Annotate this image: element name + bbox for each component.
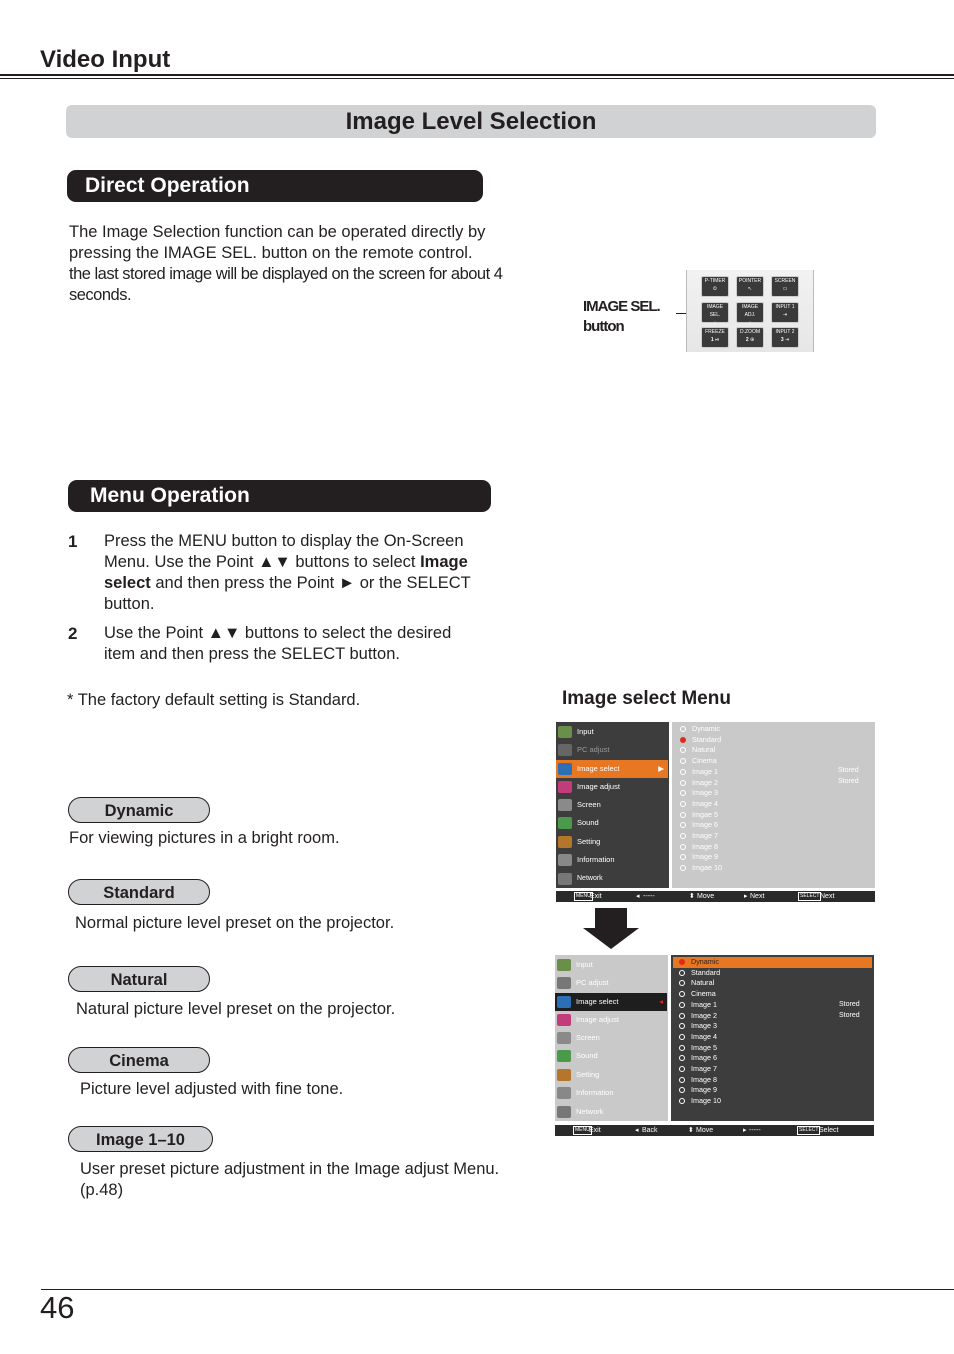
left-arrow-icon: ◂ xyxy=(636,893,640,900)
screen-icon xyxy=(558,799,572,811)
osd1-option: Image 1 xyxy=(680,767,718,778)
osd2-item-image-select: Image select ◂ xyxy=(555,993,667,1011)
remote-button-image-sel: IMAGE SEL. ∴ xyxy=(701,302,729,323)
osd1-option: Dynamic xyxy=(680,724,720,735)
image-select-icon xyxy=(558,763,572,775)
network-icon xyxy=(558,873,572,885)
osd1-option: Image 2 xyxy=(680,778,718,789)
osd1-item-screen: Screen xyxy=(556,796,668,814)
remote-button-image-adj: IMAGE ADJ. ∴ xyxy=(736,302,764,323)
osd2-option: Image 4 xyxy=(679,1032,717,1043)
osd2-item-pc-adjust: PC adjust xyxy=(555,974,667,992)
direct-text-line2: the last stored image will be displayed on the screen for about 4 seconds. xyxy=(69,265,503,304)
option-desc-dynamic: For viewing pictures in a bright room. xyxy=(69,829,340,847)
updown-arrow-icon: ⬍ xyxy=(688,1127,694,1134)
setting-icon xyxy=(557,1069,571,1081)
osd2-stored-label: Stored xyxy=(839,1001,860,1008)
remote-button-screen: SCREEN ▭ xyxy=(771,276,799,297)
sound-icon xyxy=(557,1050,571,1062)
updown-arrow-icon: ⬍ xyxy=(689,893,695,900)
factory-default-note: * The factory default setting is Standard. xyxy=(67,691,361,709)
osd1-item-image-adjust: Image adjust xyxy=(556,778,668,796)
input-icon xyxy=(557,959,571,971)
direct-operation-text xyxy=(69,222,509,306)
osd1-item-setting: Setting xyxy=(556,833,668,851)
remote-button-dzoom: D.ZOOM 2 ⊕ xyxy=(736,327,764,348)
page-number: 46 xyxy=(40,1290,75,1325)
osd2-option: Image 6 xyxy=(679,1053,717,1064)
submenu-arrow-icon: ◂ xyxy=(659,997,663,1006)
osd2-item-network: Network xyxy=(555,1103,667,1121)
option-desc-image-1-10: User preset picture adjustment in the Image adjust Menu. (p.48) xyxy=(80,1160,500,1199)
direct-text-line1: The Image Selection function can be operated directly by pressing the IMAGE SEL. button on the remote control. xyxy=(69,223,486,262)
osd2-option: Image 9 xyxy=(679,1085,717,1096)
osd1-option: Imgae 5 xyxy=(680,810,718,821)
osd2-option: Natural xyxy=(679,978,714,989)
option-label-natural: Natural xyxy=(68,966,210,992)
sound-icon xyxy=(558,817,572,829)
left-arrow-icon: ◂ xyxy=(635,1127,639,1134)
remote-button-freeze: FREEZE 1 ⏯ xyxy=(701,327,729,348)
topic-title: Image Level Selection xyxy=(66,105,876,138)
image-select-menu-heading: Image select Menu xyxy=(562,688,731,709)
osd1-option: Image 4 xyxy=(680,799,718,810)
osd1-option: Image 6 xyxy=(680,820,718,831)
information-icon xyxy=(558,854,572,866)
option-label-image-1-10: Image 1–10 xyxy=(68,1126,213,1152)
screen-icon xyxy=(557,1032,571,1044)
option-desc-natural: Natural picture level preset on the projector. xyxy=(76,1000,396,1018)
osd-menu2-left-panel xyxy=(555,955,668,1121)
osd-menu2-statusbar: MENU Exit ◂ Back ⬍ Move ▸ ----- SELECT Select xyxy=(555,1125,874,1136)
osd1-stored-label: Stored xyxy=(838,767,859,774)
osd1-option: Natural xyxy=(680,745,715,756)
setting-icon xyxy=(558,836,572,848)
right-arrow-icon: ▸ xyxy=(743,1127,747,1134)
submenu-arrow-icon: ▶ xyxy=(658,764,664,773)
option-desc-standard: Normal picture level preset on the projector. xyxy=(75,914,395,932)
remote-control-image xyxy=(686,270,814,352)
osd1-item-network: Network xyxy=(556,870,668,888)
remote-button-input1: INPUT 1 ⇥ xyxy=(771,302,799,323)
option-label-cinema: Cinema xyxy=(68,1047,210,1073)
osd1-option: Image 8 xyxy=(680,842,718,853)
osd1-item-image-select: Image select ▶ xyxy=(556,760,668,778)
header-rule xyxy=(0,74,954,76)
osd2-option: Standard xyxy=(679,968,720,979)
step-2-number: 2 xyxy=(68,624,78,643)
osd2-item-sound: Sound xyxy=(555,1047,667,1065)
osd2-option: Dynamic xyxy=(679,957,719,968)
osd2-option: Image 7 xyxy=(679,1064,717,1075)
osd1-item-information: Information xyxy=(556,851,668,869)
osd2-item-image-adjust: Image adjust xyxy=(555,1011,667,1029)
osd2-option: Cinema xyxy=(679,989,716,1000)
image-adjust-icon xyxy=(557,1014,571,1026)
osd2-item-screen: Screen xyxy=(555,1029,667,1047)
osd1-option: Image 9 xyxy=(680,852,718,863)
right-arrow-icon: ▸ xyxy=(744,893,748,900)
osd-menu1-left-panel xyxy=(556,722,669,888)
menu-operation-heading: Menu Operation xyxy=(68,480,491,512)
osd2-stored-label: Stored xyxy=(839,1012,860,1019)
network-icon xyxy=(557,1106,571,1118)
osd-menu1-right-panel xyxy=(672,722,875,888)
step-1-text: Press the MENU button to display the On-Screen Menu. Use the Point ▲▼ buttons to select Image select and then press the Point ► or the SELECT button. xyxy=(104,532,471,613)
option-desc-cinema: Picture level adjusted with fine tone. xyxy=(80,1080,344,1098)
osd1-option: Imgae 10 xyxy=(680,863,722,874)
osd2-item-setting: Setting xyxy=(555,1066,667,1084)
osd1-option: Image 3 xyxy=(680,788,718,799)
remote-button-pointer: POINTER ↖ xyxy=(736,276,764,297)
osd-menu1-statusbar: MENU Exit ◂ ----- ⬍ Move ▸ Next SELECT Next xyxy=(556,891,875,902)
osd2-option: Image 10 xyxy=(679,1096,721,1107)
osd2-option: Image 1 xyxy=(679,1000,717,1011)
transition-arrow-icon xyxy=(582,908,640,950)
osd1-item-pc-adjust: PC adjust xyxy=(556,741,668,759)
osd2-option: Image 3 xyxy=(679,1021,717,1032)
osd1-option: Image 7 xyxy=(680,831,718,842)
osd1-item-sound: Sound xyxy=(556,814,668,832)
section-title: Video Input xyxy=(40,46,171,73)
image-adjust-icon xyxy=(558,781,572,793)
header-rule-thin xyxy=(0,78,954,79)
osd-menu2-right-panel xyxy=(671,955,874,1121)
osd2-option: Image 2 xyxy=(679,1011,717,1022)
option-label-dynamic: Dynamic xyxy=(68,797,210,823)
remote-button-input2: INPUT 2 3 ⇥ xyxy=(771,327,799,348)
step-1-number: 1 xyxy=(68,532,78,551)
osd2-option: Image 8 xyxy=(679,1075,717,1086)
pc-adjust-icon xyxy=(557,977,571,989)
footer-rule xyxy=(41,1289,954,1290)
osd1-option: Cinema xyxy=(680,756,717,767)
pc-adjust-icon xyxy=(558,744,572,756)
osd2-option: Image 5 xyxy=(679,1043,717,1054)
image-sel-callout: IMAGE SEL. button xyxy=(583,298,660,335)
remote-button-ptimer: P-TIMER ⏲ xyxy=(701,276,729,297)
option-label-standard: Standard xyxy=(68,879,210,905)
input-icon xyxy=(558,726,572,738)
osd1-stored-label: Stored xyxy=(838,778,859,785)
osd1-item-input: Input xyxy=(556,723,668,741)
information-icon xyxy=(557,1087,571,1099)
osd2-item-information: Information xyxy=(555,1084,667,1102)
osd1-option: Standard xyxy=(680,735,721,746)
step-2-text: Use the Point ▲▼ buttons to select the desired item and then press the SELECT button. xyxy=(104,624,452,663)
direct-operation-heading: Direct Operation xyxy=(67,170,483,202)
osd2-item-input: Input xyxy=(555,956,667,974)
image-select-icon xyxy=(557,996,571,1008)
